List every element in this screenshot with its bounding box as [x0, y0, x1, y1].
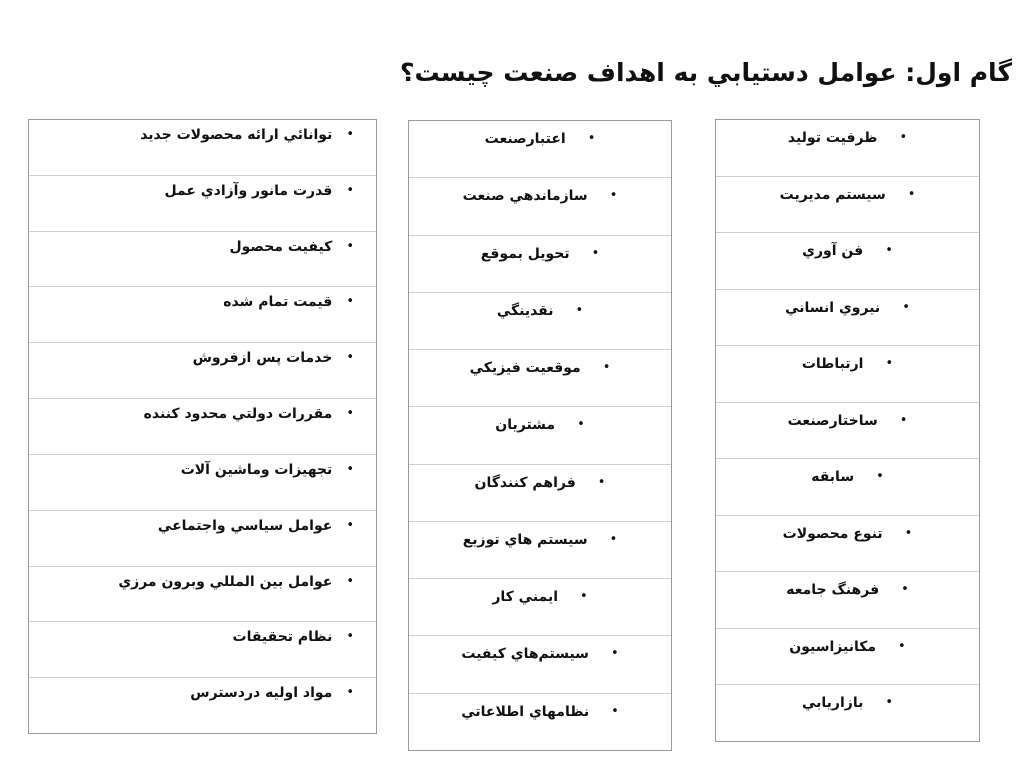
bullet-icon: •: [346, 294, 354, 310]
item-label: قيمت تمام شده: [223, 294, 333, 311]
list-item: [409, 578, 671, 635]
item-label: نقدينگي: [496, 302, 554, 319]
bullet-icon: •: [602, 360, 611, 376]
bullet-icon: •: [597, 474, 606, 490]
list-item: [29, 677, 376, 733]
item-label: كيفيت محصول: [229, 238, 333, 255]
item-label: خدمات پس ازفروش: [192, 350, 333, 367]
factors-panel-right: [715, 119, 980, 742]
bullet-icon: •: [885, 356, 894, 372]
list-item: [716, 628, 979, 685]
bullet-icon: •: [885, 695, 894, 711]
list-item: [409, 292, 671, 349]
list-item: [29, 566, 376, 622]
list-item: [409, 121, 671, 177]
bullet-icon: •: [610, 646, 619, 662]
bullet-icon: •: [346, 461, 354, 477]
factors-list-left: [29, 120, 376, 733]
list-item: [409, 349, 671, 406]
bullet-icon: •: [346, 629, 354, 645]
list-item: [716, 458, 979, 515]
list-item: [409, 235, 671, 292]
bullet-icon: •: [346, 238, 354, 254]
bullet-icon: •: [907, 186, 916, 202]
item-label: فراهم كنندگان: [474, 474, 576, 491]
item-label: فن آوري: [802, 243, 864, 260]
bullet-icon: •: [885, 243, 893, 259]
item-label: سابقه: [811, 469, 855, 486]
bullet-icon: •: [580, 589, 588, 605]
item-label: نظام تحقيقات: [232, 629, 333, 646]
list-item: [409, 521, 671, 578]
factors-list-right: [716, 120, 979, 741]
bullet-icon: •: [575, 302, 584, 318]
item-label: مقررات دولتي محدود كننده: [143, 406, 333, 423]
item-label: تنوع محصولات: [782, 525, 883, 542]
item-label: مواد اوليه دردسترس: [190, 685, 333, 702]
item-label: سيستم هاي توزيع: [462, 531, 588, 548]
bullet-icon: •: [346, 517, 354, 533]
item-label: ظرفيت توليد: [787, 130, 878, 146]
list-item: [409, 693, 671, 750]
factors-panel-left: [28, 119, 377, 734]
item-label: سازماندهي صنعت: [462, 188, 588, 205]
list-item: [29, 510, 376, 566]
item-label: مشتريان: [495, 417, 556, 434]
item-label: توانائي ارائه محصولات جديد: [140, 127, 333, 143]
list-item: [409, 464, 671, 521]
list-item: [716, 684, 979, 741]
list-item: [716, 345, 979, 402]
item-label: نظامهاي اطلاعاتي: [461, 703, 590, 720]
slide-title: گام اول: عوامل دستيابي به اهداف صنعت چيست؟: [399, 58, 1012, 87]
list-item: [29, 398, 376, 454]
bullet-icon: •: [902, 299, 910, 315]
list-item: [716, 232, 979, 289]
list-item: [716, 402, 979, 459]
list-item: [29, 621, 376, 677]
bullet-icon: •: [587, 131, 596, 146]
bullet-icon: •: [609, 531, 618, 547]
bullet-icon: •: [346, 182, 354, 198]
list-item: [29, 120, 376, 175]
bullet-icon: •: [611, 703, 619, 719]
bullet-icon: •: [899, 412, 908, 428]
item-label: ساختارصنعت: [787, 412, 878, 429]
list-item: [29, 286, 376, 342]
list-item: [716, 289, 979, 346]
list-item: [716, 571, 979, 628]
bullet-icon: •: [346, 350, 354, 366]
item-label: بازاريابي: [801, 695, 864, 712]
bullet-icon: •: [876, 469, 884, 485]
item-label: موقعيت فيزيكي: [469, 360, 581, 377]
item-label: نيروي انساني: [785, 299, 881, 316]
list-item: [716, 515, 979, 572]
bullet-icon: •: [346, 573, 354, 589]
list-item: [29, 231, 376, 287]
item-label: مكانيزاسيون: [789, 638, 877, 655]
item-label: ارتباطات: [801, 356, 864, 373]
list-item: [29, 454, 376, 510]
list-item: [29, 342, 376, 398]
factors-list-middle: [409, 121, 671, 750]
bullet-icon: •: [577, 417, 585, 433]
list-item: [409, 177, 671, 234]
item-label: تجهيزات وماشين آلات: [180, 461, 333, 478]
item-label: عوامل سياسي واجتماعي: [157, 517, 333, 534]
list-item: [409, 635, 671, 692]
item-label: سيستم‌هاي كيفيت: [461, 646, 589, 663]
item-label: عوامل بين المللي وبرون مرزي: [118, 573, 333, 590]
bullet-icon: •: [901, 582, 909, 598]
factors-panel-middle: [408, 120, 672, 751]
item-label: تحويل بموقع: [480, 245, 570, 262]
bullet-icon: •: [899, 130, 908, 145]
item-label: ايمني كار: [492, 589, 558, 606]
bullet-icon: •: [346, 685, 354, 701]
item-label: فرهنگ جامعه: [786, 582, 880, 599]
bullet-icon: •: [904, 525, 913, 541]
list-item: [409, 406, 671, 463]
bullet-icon: •: [591, 245, 600, 261]
bullet-icon: •: [898, 638, 906, 654]
list-item: [716, 120, 979, 176]
list-item: [29, 175, 376, 231]
bullet-icon: •: [346, 127, 354, 142]
bullet-icon: •: [346, 406, 354, 422]
item-label: اعتبارصنعت: [484, 131, 566, 147]
item-label: سيستم مديريت: [779, 186, 886, 203]
item-label: قدرت مانور وآزادي عمل: [164, 182, 333, 199]
bullet-icon: •: [609, 188, 618, 204]
list-item: [716, 176, 979, 233]
